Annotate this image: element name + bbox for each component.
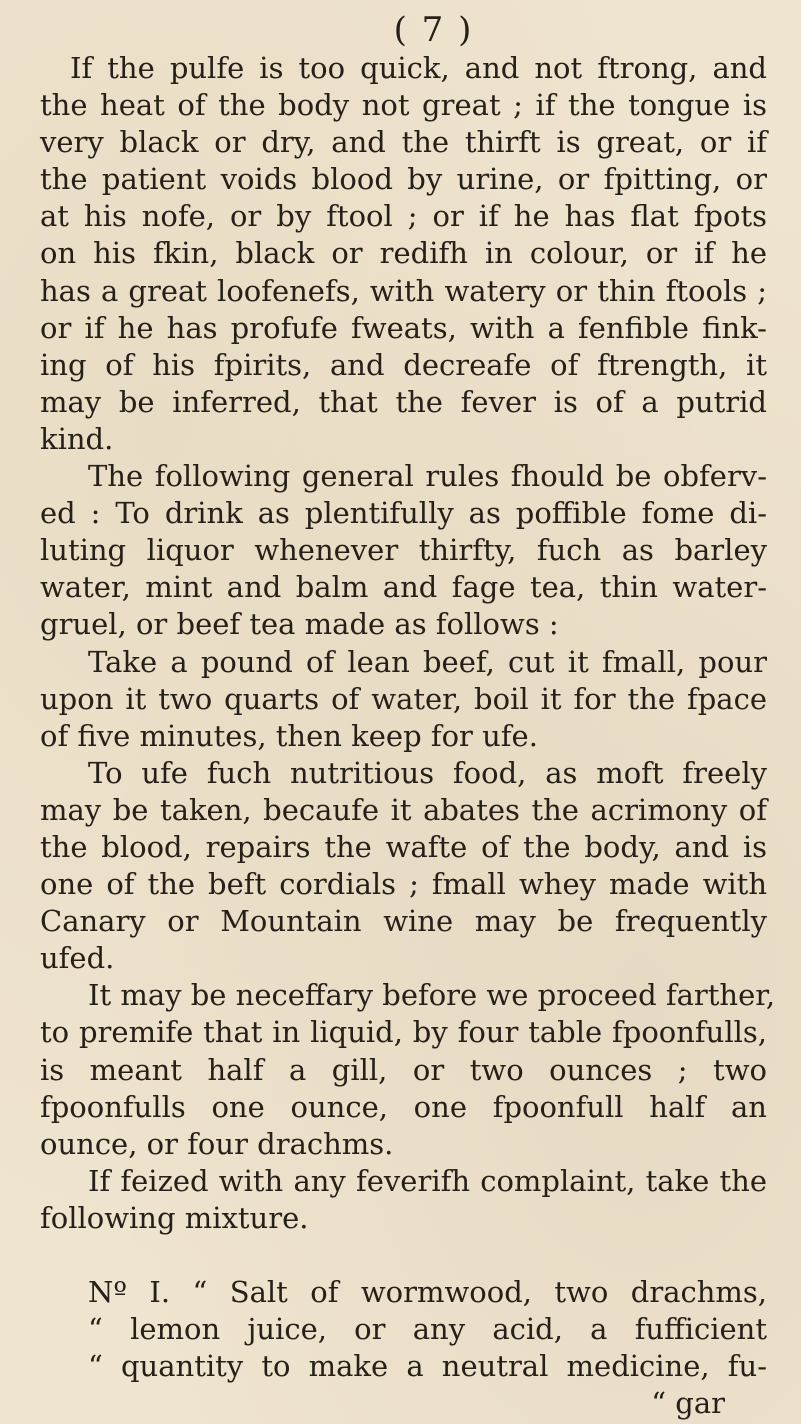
text-line: It may be neceffary before we proceed farther, bbox=[88, 978, 776, 1013]
text-line: kind. bbox=[40, 421, 114, 456]
text-line: or if he has profufe fweats, with a fenfible fink- bbox=[40, 310, 767, 345]
text-line: upon it two quarts of water, boil it for the fpace bbox=[40, 681, 767, 716]
text-line: ed : To drink as plentifully as poffible fome di- bbox=[40, 496, 767, 531]
text-line: of five minutes, then keep for ufe. bbox=[40, 718, 538, 753]
text-line: the blood, repairs the wafte of the body, and is bbox=[40, 829, 767, 864]
page-number: ( 7 ) bbox=[393, 10, 474, 50]
text-line: at his nofe, or by ftool ; or if he has flat fpots bbox=[40, 199, 767, 234]
catchword: “ gar bbox=[651, 1386, 725, 1421]
text-line: very black or dry, and the thirft is great, or if bbox=[40, 125, 767, 160]
text-line: following mixture. bbox=[40, 1200, 309, 1235]
text-line: luting liquor whenever thirfty, fuch as barley bbox=[40, 533, 767, 568]
paragraph-gap bbox=[40, 1237, 767, 1274]
text-line: If feized with any feverifh complaint, take the bbox=[88, 1163, 767, 1198]
recipe-line: Nº I. “ Salt of wormwood, two drachms, bbox=[88, 1275, 767, 1309]
text-line: one of the beft cordials ; fmall whey made with bbox=[40, 867, 767, 902]
text-line: gruel, or beef tea made as follows : bbox=[40, 607, 559, 642]
text-line: may be taken, becaufe it abates the acrimony of bbox=[40, 792, 767, 827]
text-line: may be inferred, that the fever is of a putrid bbox=[40, 384, 767, 419]
text-line: To ufe fuch nutritious food, as moft freely bbox=[88, 755, 767, 790]
text-line: the patient voids blood by urine, or fpitting, or bbox=[40, 162, 767, 197]
recipe-line: “ lemon juice, or any acid, a fufficient bbox=[88, 1312, 767, 1347]
text-line: to premife that in liquid, by four table fpoonfulls, bbox=[40, 1015, 767, 1050]
text-line: on his fkin, black or redifh in colour, or if he bbox=[40, 236, 767, 271]
text-line: ufed. bbox=[40, 941, 115, 976]
body-text bbox=[40, 50, 776, 1237]
recipe-text bbox=[40, 1274, 767, 1385]
text-line: The following general rules fhould be obferv- bbox=[88, 459, 767, 494]
text-line: ing of his fpirits, and decreafe of ftrength, it bbox=[40, 347, 767, 382]
text-line: ounce, or four drachms. bbox=[40, 1126, 394, 1161]
text-line: the heat of the body not great ; if the tongue is bbox=[40, 88, 767, 123]
text-line: Take a pound of lean beef, cut it fmall, pour bbox=[88, 644, 767, 679]
text-line: If the pulfe is too quick, and not ftrong, and bbox=[70, 51, 767, 85]
text-line: has a great loofenefs, with watery or thin ftools ; bbox=[40, 273, 767, 308]
recipe-line: “ quantity to make a neutral medicine, fu- bbox=[88, 1349, 767, 1384]
text-line: Canary or Mountain wine may be frequently bbox=[40, 904, 767, 939]
text-line: water, mint and balm and fage tea, thin water- bbox=[40, 570, 767, 605]
text-line: is meant half a gill, or two ounces ; two bbox=[40, 1052, 767, 1087]
text-line: fpoonfulls one ounce, one fpoonfull half an bbox=[40, 1089, 767, 1124]
